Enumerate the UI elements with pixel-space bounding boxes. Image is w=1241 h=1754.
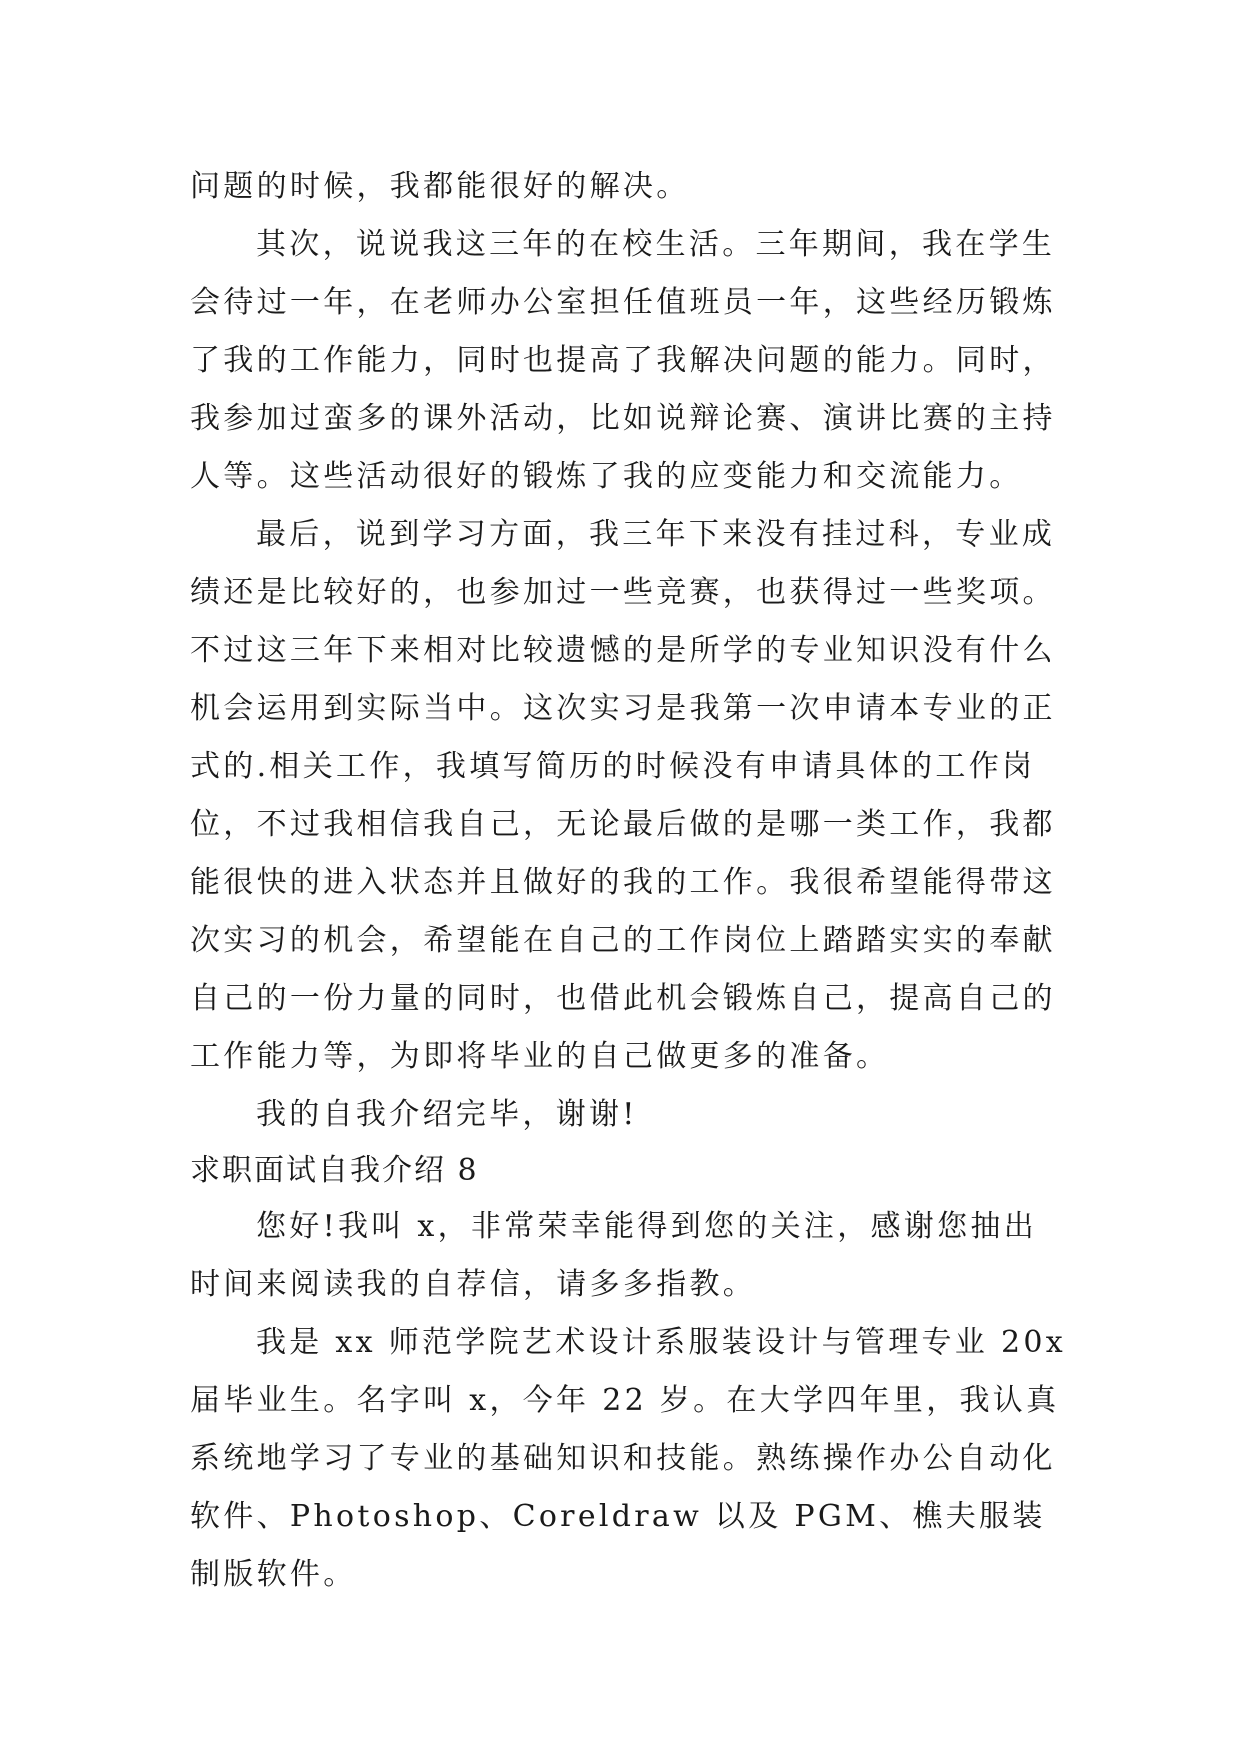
paragraph-study: 最后，说到学习方面，我三年下来没有挂过科，专业成绩还是比较好的，也参加过一些竞赛，也获得过一些奖项。不过这三年下来相对比较遗憾的是所学的专业知识没有什么机会运用到实际当中。这次实习是我第一次申请本专业的正式的.相关工作，我填写简历的时候没有申请具体的工作岗位，不过我相信我自己，无论最后做的是哪一类工作，我都能很快的进入状态并且做好的我的工作。我很希望能得带这次实习的机会，希望能在自己的工作岗位上踏踏实实的奉献自己的一份力量的同时，也借此机会锻炼自己，提高自己的工作能力等，为即将毕业的自己做更多的准备。	[190, 517, 1056, 1074]
paragraph-closing: 我的自我介绍完毕，谢谢!	[256, 1097, 638, 1132]
document-body	[190, 158, 1070, 1604]
paragraph-greeting: 您好!我叫 x，非常荣幸能得到您的关注，感谢您抽出时间来阅读我的自荐信，请多多指教。	[190, 1209, 1038, 1302]
section-heading: 求职面试自我介绍 8	[190, 1153, 479, 1188]
paragraph-background: 我是 xx 师范学院艺术设计系服装设计与管理专业 20x 届毕业生。名字叫 x，今年 22 岁。在大学四年里，我认真系统地学习了专业的基础知识和技能。熟练操作办公自动化软件、Photoshop、Coreldraw 以及 PGM、樵夫服装制版软件。	[190, 1325, 1066, 1592]
paragraph-campus-life: 其次，说说我这三年的在校生活。三年期间，我在学生会待过一年，在老师办公室担任值班员一年，这些经历锻炼了我的工作能力，同时也提高了我解决问题的能力。同时，我参加过蛮多的课外活动，比如说辩论赛、演讲比赛的主持人等。这些活动很好的锻炼了我的应变能力和交流能力。	[190, 227, 1056, 494]
paragraph-continued: 问题的时候，我都能很好的解决。	[190, 169, 690, 204]
